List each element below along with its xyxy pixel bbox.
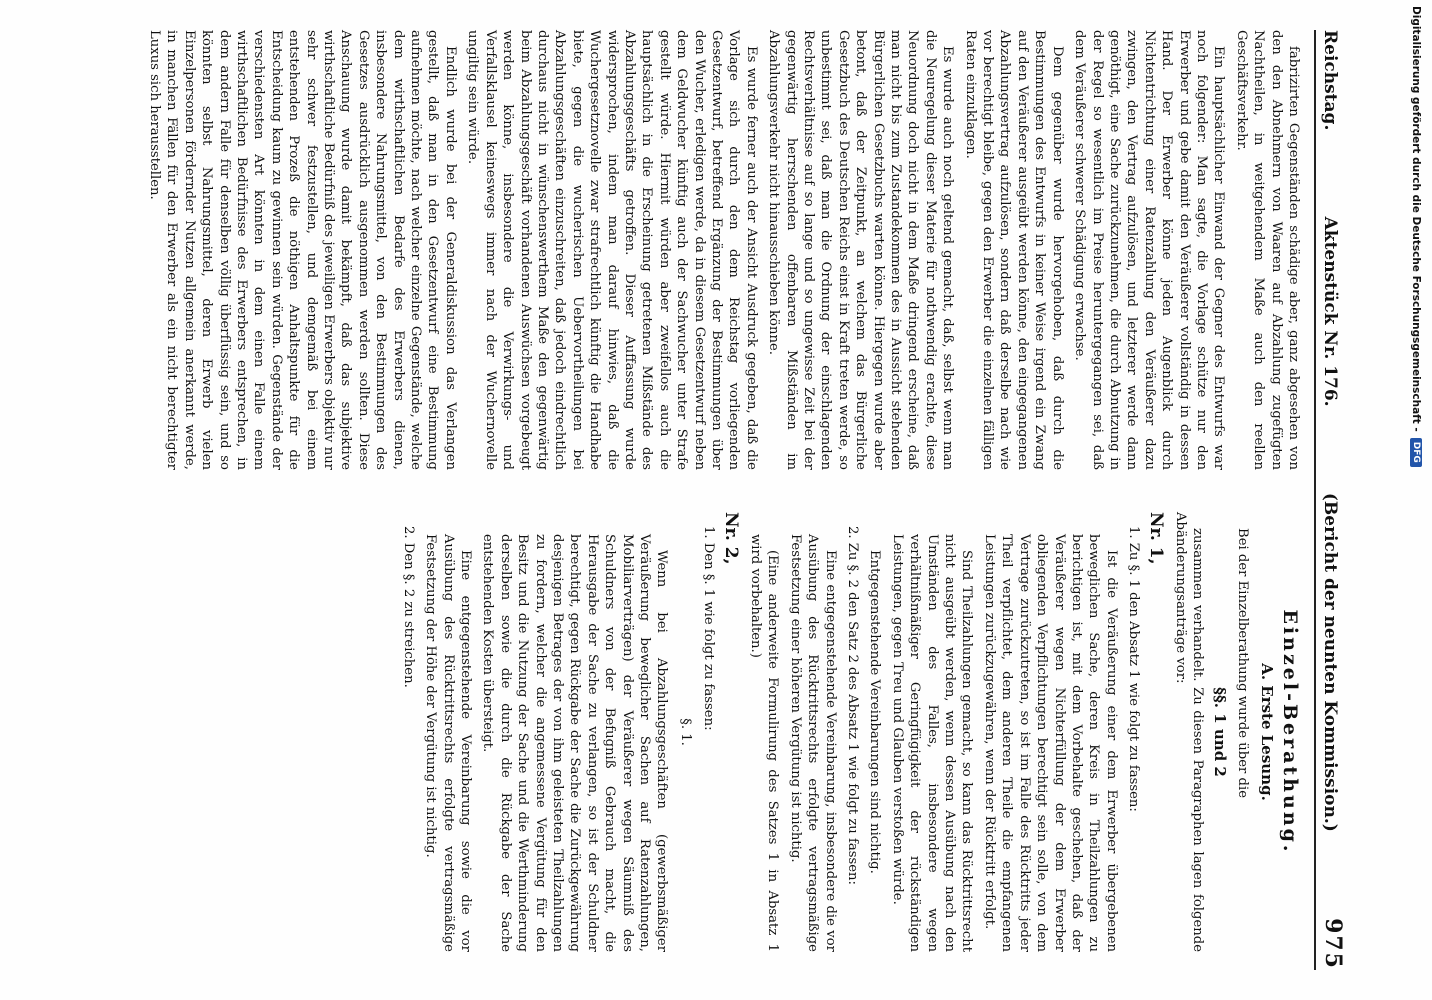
motion-1-quote-5: (Eine anderweite Formulirung des Satzes 1 in Absatz 1 wird vorbehalten.): [748, 534, 781, 952]
left-column: [141, 30, 1302, 470]
header-left: Reichstag.: [1320, 30, 1340, 131]
right-column: [394, 512, 1302, 952]
intro-text: Bei der Einzelberathung wurde über die: [1235, 528, 1251, 799]
left-paragraph-6: Endlich wurde bei der Generaldiskussion das Verlangen gestellt, daß man in den Gesetzentwurf eine Bestimmung aufnehmen möchte, nach welcher einzelne Gegenstände, welche dem wirthschaftlichen Bedarfe des Erwerbers dienen, insbesondere Nahrungsmittel, von den Bestimmungen des Gesetzes ausdrücklich ausgenommen werden sollten. Diese Anschauung wurde damit bekämpft, daß das subjektive wirthschaftliche Bedürfniß des jeweiligen Erwerbers objektiv nur sehr schwer festzustellen, und demgemäß bei einem entstehenden Prozeß die nöthigen Anhaltspunkte für die Entscheidung kaum zu gewinnen sein würden. Gegenstände der verschiedensten Art könnten in dem einen Falle einem wirthschaftlichen Bedürfnisse des Erwerbers entsprechen, in dem andern Falle für denselben völlig überflüssig sein, und so könnten selbst Nahrungsmittel, deren Erwerb vielen Einzelpersonen fördernder Nutzen allgemein anerkannt werde, in manchen Fällen für den Erwerber als ein nicht berechtigter Luxus sich herausstellen.: [147, 30, 458, 470]
page-body: [20, 30, 1360, 970]
motion-2-section-1: §. 1.: [677, 718, 693, 746]
motion-2-quote-2: Eine entgegenstehende Vereinbarung sowie die vor Ausübung des Rücktrittsrechts erfolgte vertragsmäßige Festsetzung der Höhe der Vergütung ist nichtig.: [423, 534, 473, 952]
motion-1-item-1: 1. Zu §. 1 den Absatz 1 wie folgt zu fassen:: [1126, 526, 1142, 812]
motion-1-quote-3: Entgegenstehende Vereinbarungen sind nichtig.: [867, 550, 883, 874]
left-paragraph-1: fabrizirten Gegenständen schädige aber, ganz abgesehen von den den Abnehmern von Waaren auf Abzahlung zugefügten Nachtheilen, in weitgehendem Maße auch den reellen Geschäftsverkehr.: [1233, 30, 1301, 470]
motion-1-quote-1: Ist die Veräußerung einer dem Erwerber übergebenen beweglichen Sache, deren Kreis in Theilzahlungen zu berichtigen ist, mit dem Vorbehalte geschehen, daß der Veräußerer wegen Nichterfüllung der dem Erwerber obliegenden Verpflichtungen berechtigt sein solle, von dem Vertrage zurückzutreten, so ist im Falle des Rücktritts jeder Theil verpflichtet, dem anderen Theile die empfangenen Leistungen zurückzugewähren, wenn der Rücktritt erfolgt.: [981, 534, 1119, 952]
motion-2-item-2: 2. Den §. 2 zu streichen.: [400, 526, 416, 688]
left-paragraph-3: Dem gegenüber wurde hervorgehoben, daß durch die Bestimmungen des Entwurfs in keiner Weise irgend ein Zwang auf den Veräußerer ausgeübt werden könne, den eingegangenen Abzahlungsvertrag aufzulösen, sondern daß derselbe nach wie vor berechtigt bleibe, gegen den Erwerber die einzelnen fälligen Raten einzuklagen.: [962, 30, 1065, 470]
motion-nr-1: Nr. 1,: [1145, 512, 1166, 565]
dfg-logo-icon: DFG: [1410, 438, 1422, 467]
motion-2-item-1: 1. Den §. 1 wie folgt zu fassen:: [701, 526, 717, 731]
page-header: [1314, 30, 1360, 970]
section-subtitle: A. Erste Lesung.: [1257, 663, 1276, 801]
credit-text: Digitalisierung gefördert durch die Deutsche Forschungsgemeinschaft -: [1410, 6, 1422, 432]
motion-1-quote-2: Sind Theilzahlungen gemacht, so kann das Rücktrittsrecht nicht ausgeübt werden, wenn dessen Ausübung nach den Umständen des Falles, insbesondere wegen verhältnißmäßiger Geringfügigkeit der rückständigen Leistungen, gegen Treu und Glauben verstoßen würde.: [889, 534, 975, 952]
digitization-credit: [1406, 6, 1426, 726]
left-paragraph-5: Es wurde ferner auch der Ansicht Ausdruck gegeben, daß die Vorlage sich durch den dem Reichstag vorliegenden Gesetzentwurf, betreffend Ergänzung der Bestimmungen über den Wucher, erledigen werde, da in diesem Gesetzentwurf neben dem Geldwucher künftig auch der Sachwucher unter Strafe gestellt würde. Hiermit würden aber zweifellos auch die hauptsächlich in die Erscheinung getretenen Mißstände des Abzahlungsgeschäfts getroffen. Dieser Auffassung wurde widersprochen, indem man darauf hinwies, daß die Wuchergesetznovelle zwar strafrechtlich künftig die Handhabe biete, gegen die wucherischen Uebervortheilungen bei Abzahlungsgeschäften einzuschreiten, daß jedoch eindrechtlich durchaus nicht in wünschenswerthem Maße den gegenwärtig beim Abzahlungsgeschäft vorhandenen Auswüchsen vorgebeugt werden könne, insbesondere die Verwirkungs- und Verfallsklausel keineswegs immer nach der Wuchernovelle ungiltig sein würde.: [465, 30, 759, 470]
left-paragraph-2: Ein hauptsächlicher Einwand der Gegner des Entwurfs war noch folgender: Man sagte, die Vorlage schütze nur den Erwerber und gebe damit den Veräußerer vollständig in dessen Hand. Der Erwerber könne jeden Augenblick durch Nichtentrichtung einer Ratenzahlung den Veräußerer dazu zwingen, den Vertrag aufzulösen, und letzterer werde dann genöthigt, eine Sache zurückzunehmen, die durch Abnutzung in der Regel so wesentlich im Preise heruntergegangen sei, daß dem Veräußerer schwerer Schädigung erwachse.: [1072, 30, 1227, 470]
section-title: Einzel-Berathung.: [1279, 609, 1301, 855]
header-aktenstueck: Aktenstück Nr. 176.: [1320, 216, 1340, 407]
intro-continuation: zusammen verhandelt. Zu diesen Paragraphen lagen folgende Abänderungsanträge vor:: [1172, 512, 1206, 952]
paragraph-heading-1-2: §§. 1 und 2: [1210, 687, 1229, 777]
motion-1-item-2: 2. Zu §. 2 den Satz 2 des Absatz 1 wie folgt zu fassen:: [845, 526, 861, 885]
left-paragraph-4: Es wurde auch noch geltend gemacht, daß, selbst wenn man die Neuregelung dieser Materie für nothwendig erachte, diese Neuordnung doch nicht in dem Maße dringend erscheine, daß man nicht bis zum Zustandekommen des in Aussicht stehenden Bürgerlichen Gesetzbuchs warten könne. Hiergegen wurde aber betont, daß der Zeitpunkt, an welchem das Bürgerliche Gesetzbuch des Deutschen Reichs einst in Kraft treten werde, so unbestimmt sei, daß man die Ordnung der einschlagenden Rechtsverhältnisse auf so lange und so ungewisse Zeit bei der gegenwärtig herrschenden offenbaren Mißständen im Abzahlungsverkehr nicht hinausschieben könne.: [766, 30, 956, 470]
motion-2-quote-1: Wenn bei Abzahlungsgeschäften (gewerbsmäßiger Veräußerung beweglicher Sachen auf Ratenzahlungen, Mobiliarverträgen) der Veräußerer wegen Säumniß des Schuldners von der Befugniß Gebrauch macht, die Herausgabe der Sache zu verlangen, so ist der Schuldner berechtigt, gegen Rückgabe der Sache die Zurückgewährung desjenigen Betrages der von ihm geleisteten Theilzahlungen zu fordern, welcher die angemessene Vergütung für den Besitz und die Nutzung der Sache und die Werthminderung derselben sowie die durch die Rückgabe der Sache entstehenden Kosten übersteigt.: [480, 534, 670, 952]
header-center: (Bericht der neunten Kommission.): [1320, 492, 1340, 832]
motion-nr-2: Nr. 2,: [720, 512, 741, 565]
motion-1-quote-4: Eine entgegenstehende Vereinbarung, insbesondere die vor Ausübung des Rücktrittsrechts erfolgte vertragsmäßige Festsetzung einer höheren Vergütung ist nichtig.: [787, 534, 838, 952]
page-number: 975: [1320, 918, 1346, 970]
